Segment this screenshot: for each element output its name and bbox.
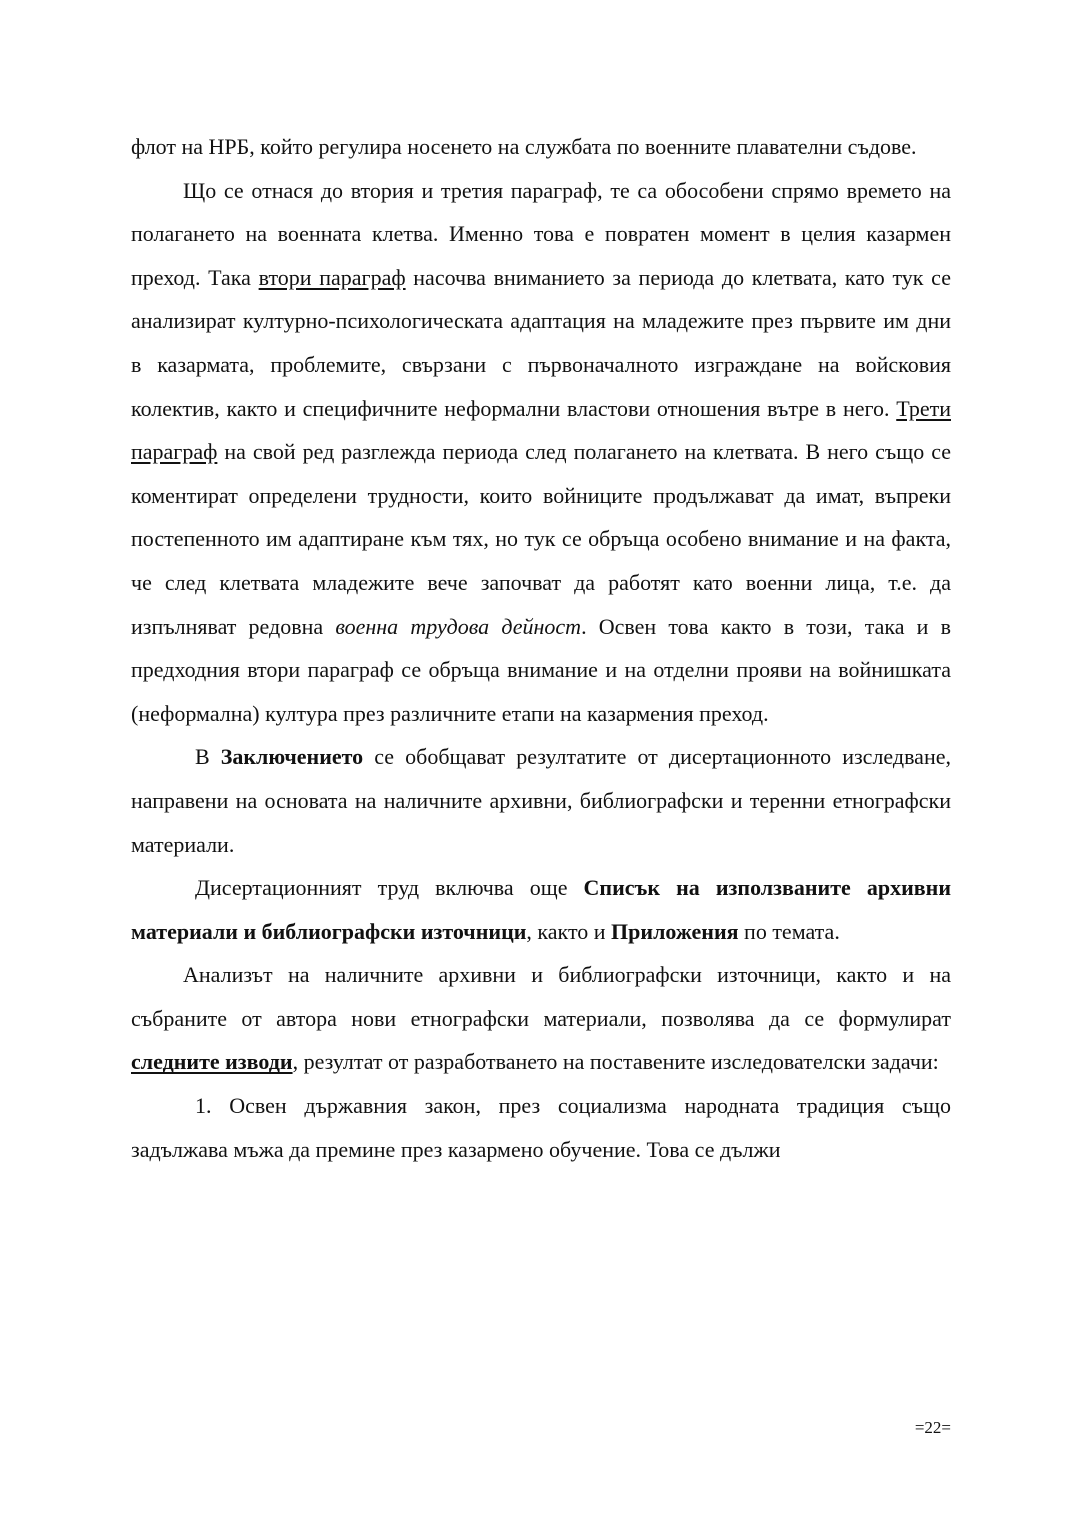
paragraph-2-text-d: . Освен това както в този, така и в предходния втори параграф се обръща внимание и на отделни прояви на войнишката (неформална) култура през различните етапи на казармения преход. — [131, 613, 951, 726]
paragraph-3 — [131, 735, 951, 866]
bold-sources-list: Списък на използваните архивни материали и библиографски източници — [131, 875, 951, 944]
bold-conclusion: Заключението — [220, 744, 364, 770]
paragraph-4 — [131, 866, 951, 953]
paragraph-5-text-a: Анализът на наличните архивни и библиографски източници, както и на събраните от автора нови етнографски материали, позволява да се формулират — [131, 962, 951, 1031]
paragraph-6 — [131, 1084, 951, 1171]
underlined-second-paragraph: втори параграф — [258, 264, 406, 290]
paragraph-3-text-a: В — [195, 744, 221, 770]
paragraph-5 — [131, 953, 951, 1084]
paragraph-4-text-b: , както и — [526, 918, 612, 944]
paragraph-4-text-c: по темата. — [738, 918, 840, 944]
paragraph-1-text: флот на НРБ, който регулира носенето на службата по военните плавателни съдове. — [131, 134, 917, 159]
paragraph-4-text-a: Дисертационният труд включва още — [195, 875, 584, 901]
page-number: =22= — [914, 1418, 951, 1437]
paragraph-5-text-b: , резултат от разработването на поставените изследователски задачи: — [292, 1049, 939, 1075]
bold-appendices: Приложения — [611, 918, 739, 944]
paragraph-6-text: 1. Освен държавния закон, през социализма народната традиция също задължава мъжа да премине през казармено обучение. Това се дължи — [131, 1093, 951, 1162]
paragraph-3-text-b: се обобщават резултатите от дисертационното изследване, направени на основата на наличните архивни, библиографски и теренни етнографски материали. — [131, 744, 951, 857]
paragraph-2-text-b: насочва вниманието за периода до клетвата, като тук се анализират културно-психологическата адаптация на младежите през първите им дни в казармата, проблемите, свързани с първоначалното изграждане на войсковия колектив, както и специфичните неформални властови отношения вътре в него. — [131, 264, 951, 421]
paragraph-2 — [131, 169, 951, 736]
paragraph-1 — [131, 125, 951, 169]
underlined-third-paragraph: Трети параграф — [131, 395, 951, 465]
body-text — [131, 125, 951, 1171]
italic-military-labor-activity: военна трудова дейност — [335, 613, 582, 639]
bold-underlined-conclusions: следните изводи — [131, 1049, 293, 1075]
paragraph-2-text-a: Що се отнася до втория и третия параграф, те са обособени спрямо времето на полагането на военната клетва. Именно това е повратен момент в целия казармен преход. Така — [131, 177, 951, 290]
paragraph-2-text-c: на свой ред разглежда периода след полагането на клетвата. В него също се коментират определени трудности, които войниците продължават да имат, въпреки постепенното им адаптиране към тях, но тук се обръща особено внимание и на факта, че след клетвата младежите вече започват да работят като военни лица, т.е. да изпълняват редовна — [131, 439, 951, 639]
